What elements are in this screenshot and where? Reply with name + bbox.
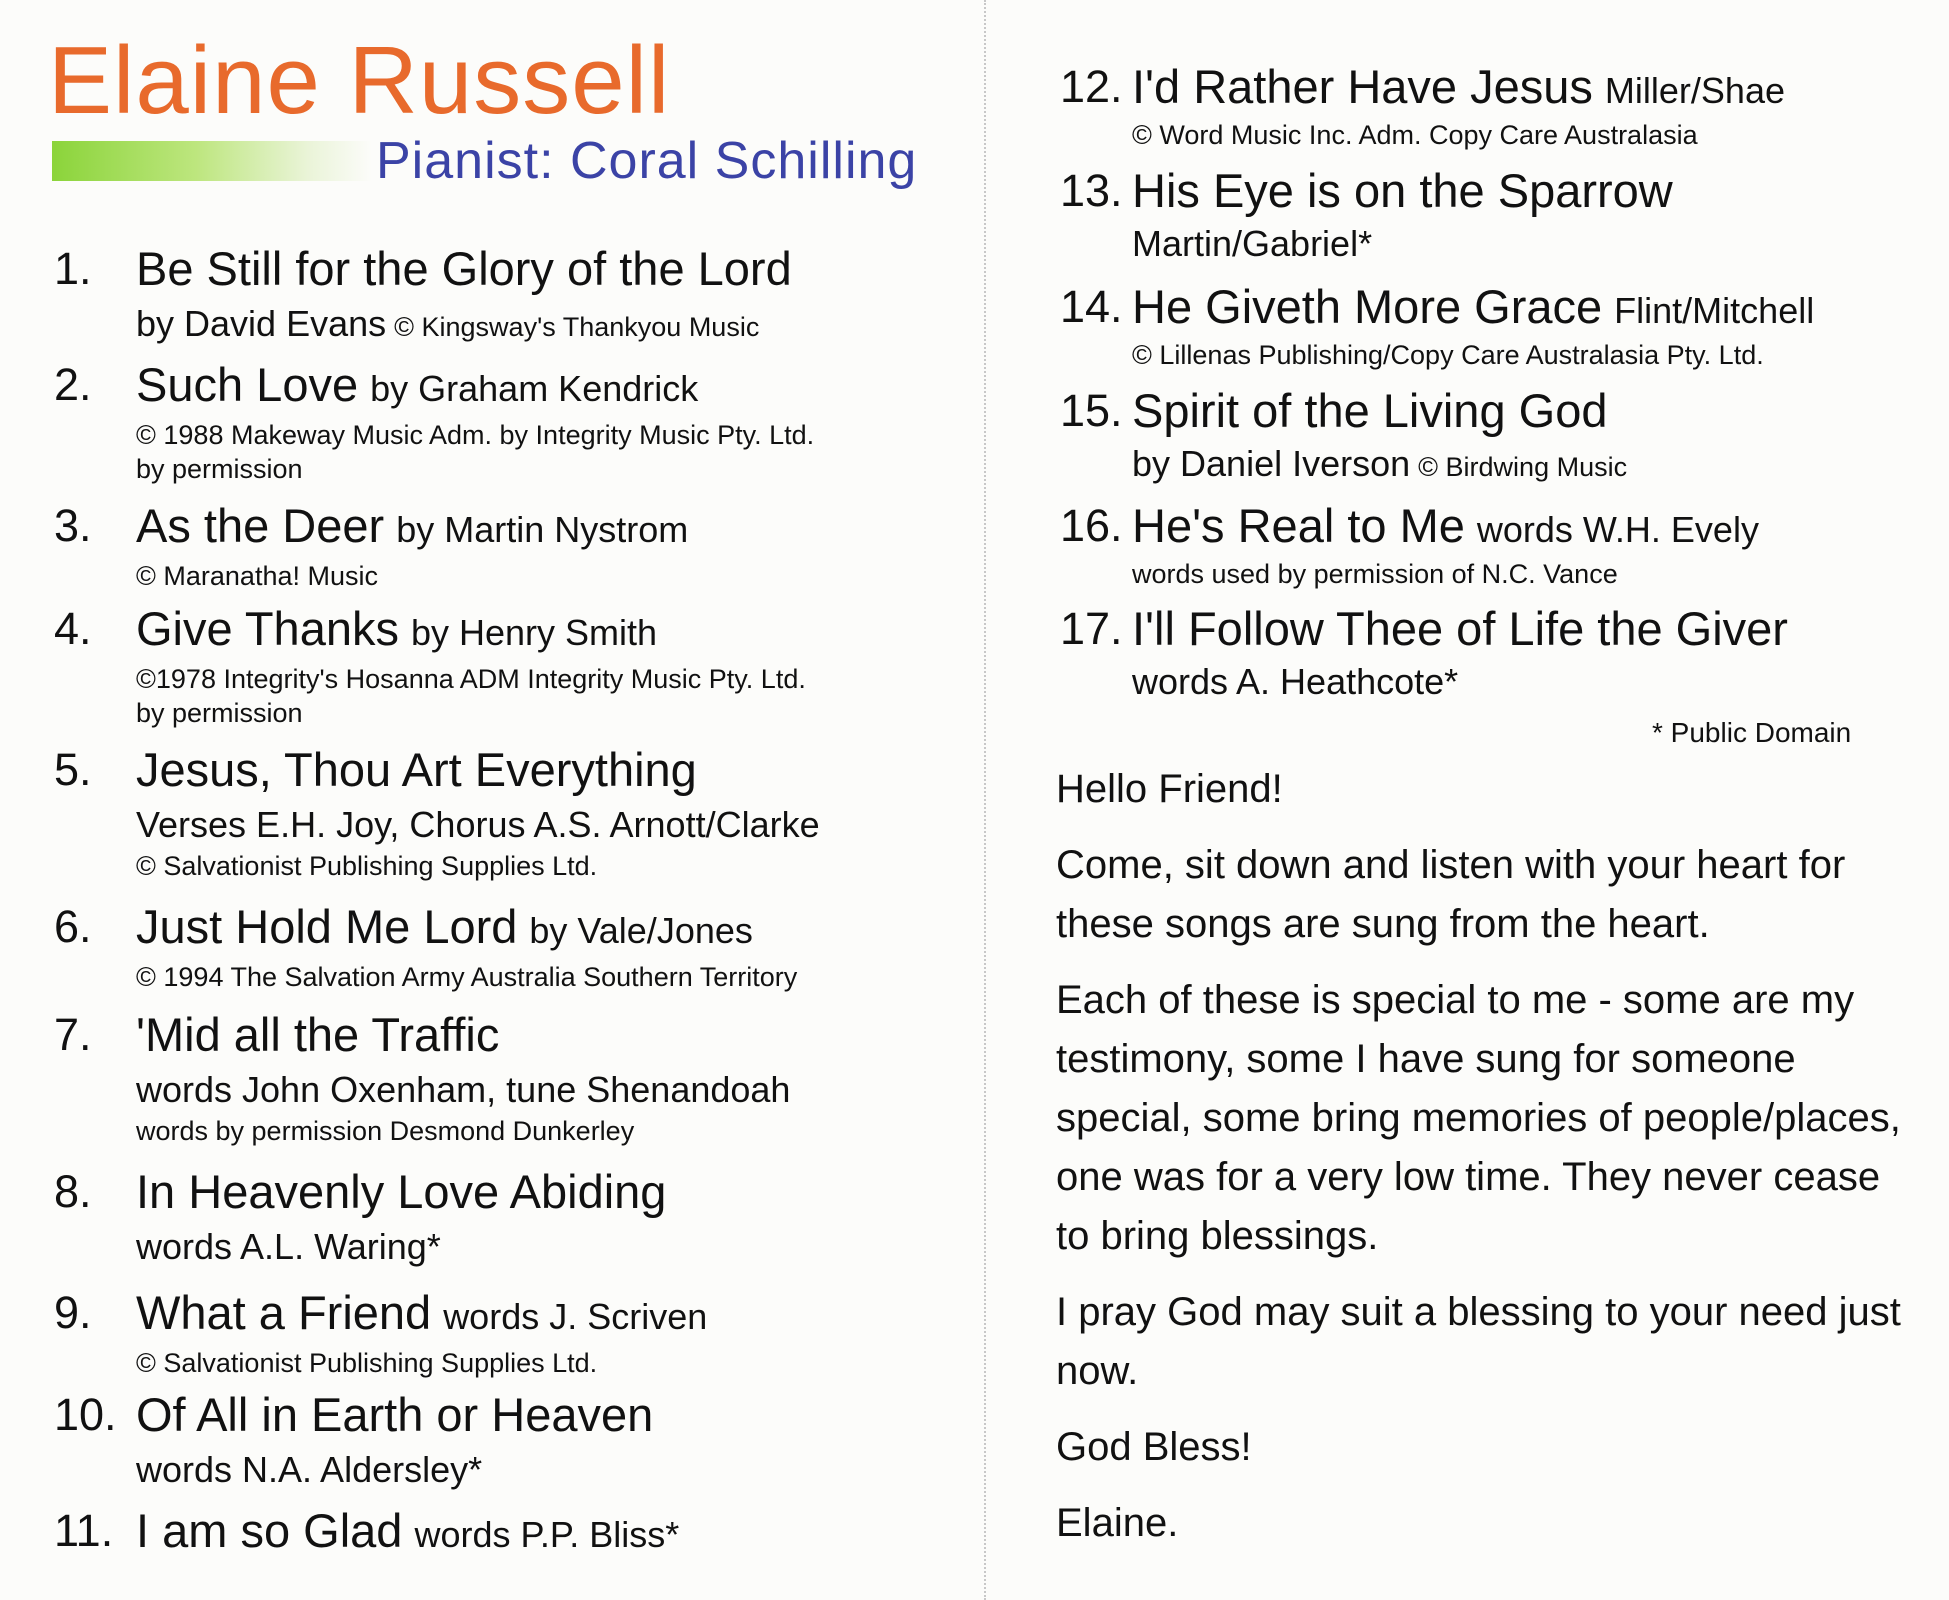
track-title: Just Hold Me Lord	[136, 900, 518, 953]
track-title-line	[1132, 600, 1788, 658]
track-title: Jesus, Thou Art Everything	[136, 743, 697, 796]
track-author: Verses E.H. Joy, Chorus A.S. Arnott/Clarke	[136, 804, 820, 845]
right-panel	[984, 0, 1949, 1600]
track-title-line	[136, 1284, 707, 1346]
track-title-line	[136, 1163, 666, 1221]
track-title: He's Real to Me	[1132, 499, 1465, 552]
track-copyright: © Birdwing Music	[1418, 452, 1628, 482]
track-permission: words by permission Desmond Dunkerley	[136, 1116, 635, 1146]
track-permission: by permission	[136, 454, 303, 484]
track-number: 16.	[1060, 500, 1123, 551]
track-author: by Vale/Jones	[529, 910, 753, 951]
track-title: He Giveth More Grace	[1132, 280, 1603, 333]
track-title-line	[1132, 497, 1759, 559]
accent-gradient-bar	[52, 141, 372, 181]
track-title-line	[136, 1006, 499, 1064]
letter-paragraph: I pray God may suit a blessing to your need just now.	[1056, 1290, 1901, 1393]
track-title: Spirit of the Living God	[1132, 384, 1608, 437]
track-number: 11.	[54, 1505, 114, 1556]
track-title: What a Friend	[136, 1286, 432, 1339]
track-author: by David Evans	[136, 303, 387, 344]
track-title-line	[136, 1386, 653, 1444]
track-copyright: © Word Music Inc. Adm. Copy Care Australasia	[1132, 120, 1698, 150]
track-title: Of All in Earth or Heaven	[136, 1388, 654, 1441]
track-title-line	[136, 356, 698, 418]
public-domain-note: * Public Domain	[1652, 717, 1852, 748]
track-copyright: © Kingsway's Thankyou Music	[394, 312, 760, 342]
track-title: In Heavenly Love Abiding	[136, 1165, 667, 1218]
track-author: words J. Scriven	[443, 1296, 708, 1337]
track-title: I'd Rather Have Jesus	[1132, 60, 1593, 113]
track-title: I'll Follow Thee of Life the Giver	[1132, 602, 1788, 655]
track-author: words John Oxenham, tune Shenandoah	[136, 1069, 791, 1110]
letter-to-listener	[1056, 760, 1916, 1570]
track-copyright: ©1978 Integrity's Hosanna ADM Integrity Music Pty. Ltd.	[136, 664, 806, 694]
track-author: Flint/Mitchell	[1614, 290, 1815, 331]
track-title-line	[1132, 278, 1814, 340]
track-title: His Eye is on the Sparrow	[1132, 164, 1673, 217]
track-number: 12.	[1060, 61, 1123, 112]
track-title: 'Mid all the Traffic	[136, 1008, 500, 1061]
track-number: 5.	[54, 744, 92, 795]
track-number: 7.	[54, 1009, 92, 1060]
track-number: 17.	[1060, 603, 1123, 654]
letter-signature: Elaine.	[1056, 1501, 1179, 1545]
track-author: words A.L. Waring*	[136, 1226, 441, 1267]
track-title-line	[136, 1502, 679, 1564]
track-title: Such Love	[136, 358, 359, 411]
track-number: 9.	[54, 1287, 92, 1338]
track-author: by Daniel Iverson	[1132, 443, 1411, 484]
letter-greeting: Hello Friend!	[1056, 767, 1283, 811]
track-author: by Graham Kendrick	[370, 368, 699, 409]
track-author: words N.A. Aldersley*	[136, 1449, 483, 1490]
track-author: words W.H. Evely	[1476, 509, 1759, 550]
track-title-line	[1132, 58, 1785, 120]
track-permission: words used by permission of N.C. Vance	[1132, 559, 1618, 589]
track-number: 3.	[54, 500, 92, 551]
track-title-line	[136, 600, 657, 662]
letter-paragraph: Come, sit down and listen with your heart for these songs are sung from the heart.	[1056, 843, 1846, 946]
track-author: words A. Heathcote*	[1132, 661, 1459, 702]
track-number: 1.	[54, 243, 92, 294]
track-number: 15.	[1060, 385, 1123, 436]
track-permission: by permission	[136, 698, 303, 728]
track-title-line	[136, 497, 688, 559]
track-title-line	[136, 898, 753, 960]
track-copyright: © 1994 The Salvation Army Australia Southern Territory	[136, 962, 798, 992]
artist-name: Elaine Russell	[48, 27, 671, 134]
track-author: Martin/Gabriel*	[1132, 223, 1373, 264]
track-copyright: © 1988 Makeway Music Adm. by Integrity Music Pty. Ltd.	[136, 420, 815, 450]
track-copyright: © Lillenas Publishing/Copy Care Australasia Pty. Ltd.	[1132, 340, 1764, 370]
track-copyright: © Salvationist Publishing Supplies Ltd.	[136, 1348, 598, 1378]
track-number: 6.	[54, 901, 92, 952]
track-author: words P.P. Bliss*	[414, 1514, 680, 1555]
track-number: 4.	[54, 603, 92, 654]
track-copyright: © Maranatha! Music	[136, 561, 378, 591]
track-number: 13.	[1060, 165, 1123, 216]
track-title-line	[1132, 382, 1608, 440]
track-title: I am so Glad	[136, 1504, 403, 1557]
track-number: 8.	[54, 1166, 92, 1217]
track-copyright: © Salvationist Publishing Supplies Ltd.	[136, 851, 598, 881]
track-author: by Martin Nystrom	[396, 509, 689, 550]
track-credit-line	[136, 302, 759, 349]
letter-paragraph: Each of these is special to me - some are my testimony, some I have sung for someone special, some bring memories of people/places, one was for a very low time. They never cease to bring blessings.	[1056, 978, 1901, 1258]
track-number: 14.	[1060, 281, 1123, 332]
track-title: As the Deer	[136, 499, 385, 552]
track-title: Give Thanks	[136, 602, 399, 655]
letter-closing: God Bless!	[1056, 1425, 1252, 1469]
track-author: by Henry Smith	[410, 612, 658, 653]
track-title-line	[136, 741, 697, 799]
track-title-line	[1132, 162, 1673, 220]
track-author: Miller/Shae	[1604, 70, 1785, 111]
pianist-credit: Pianist: Coral Schilling	[376, 132, 918, 190]
track-number: 10.	[54, 1389, 117, 1440]
track-number: 2.	[54, 359, 92, 410]
track-title-line	[136, 240, 792, 298]
track-title: Be Still for the Glory of the Lord	[136, 242, 792, 295]
track-credit-line	[1132, 442, 1627, 489]
